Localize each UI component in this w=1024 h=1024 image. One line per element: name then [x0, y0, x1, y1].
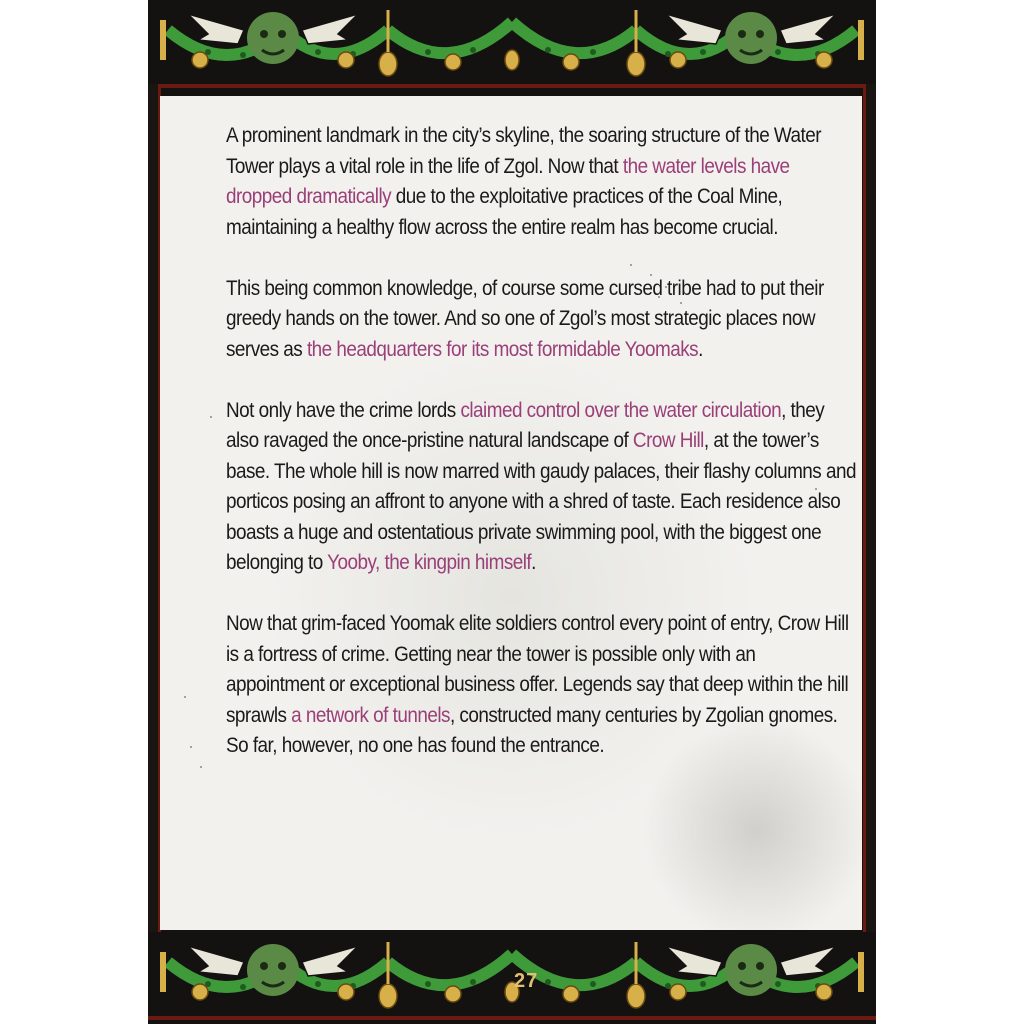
garland-border-bottom — [148, 930, 876, 1020]
frame-right — [863, 84, 876, 940]
text-segment: , at the tower’s base. The whole hill is now marred with gaudy palaces, their flashy columns and porticos posing an affront to anyone with a shred of taste. Each residence also boasts a huge and ostentatious private swimming pool, with the biggest one belonging to — [226, 428, 856, 574]
highlighted-phrase: Yooby, the kingpin himself — [327, 550, 532, 574]
text-segment: , constructed many centuries by Zgolian gnomes. So far, however, no one has found the entrance. — [226, 702, 838, 757]
highlighted-phrase: claimed control over the water circulation — [460, 397, 782, 422]
text-segment: A prominent landmark in the city’s skyline, the soaring structure of the Water Tower plays a vital role in the life of Zgol. Now that — [226, 123, 822, 178]
text-segment: , they also ravaged the once-pristine natural landscape of — [226, 397, 825, 452]
article-body — [226, 120, 856, 791]
garland-ornament-top — [148, 0, 876, 90]
paragraph — [226, 273, 856, 365]
highlighted-phrase: a network of tunnels — [291, 702, 450, 727]
text-segment: This being common knowledge, of course some cursed tribe had to put their greedy hands on the tower. And so one of Zgol’s most strategic places now serves as — [226, 275, 824, 361]
highlighted-phrase: the water levels have dropped dramatically — [226, 153, 790, 208]
text-segment: due to the exploitative practices of the Coal Mine, maintaining a healthy flow across the entire realm has become crucial. — [226, 184, 783, 239]
highlighted-phrase: Crow Hill — [632, 428, 704, 452]
text-panel — [160, 96, 862, 930]
book-page — [148, 0, 876, 1024]
paragraph — [226, 395, 856, 578]
text-segment: . — [698, 336, 703, 361]
garland-ornament-bottom — [148, 930, 876, 1024]
paragraph — [226, 608, 856, 761]
text-segment: Now that grim-faced Yoomak elite soldiers control every point of entry, Crow Hill is a fortress of crime. Getting near the tower is possible only with an appointment or exceptional business offer. Legends say that deep within the hill sprawls — [226, 611, 849, 727]
page-number: 27 — [514, 970, 539, 992]
paragraph — [226, 120, 856, 242]
highlighted-phrase: the headquarters for its most formidable Yoomaks — [306, 336, 699, 361]
garland-border-top — [148, 0, 876, 90]
text-segment: Not only have the crime lords — [226, 397, 461, 422]
text-segment: . — [531, 550, 536, 574]
